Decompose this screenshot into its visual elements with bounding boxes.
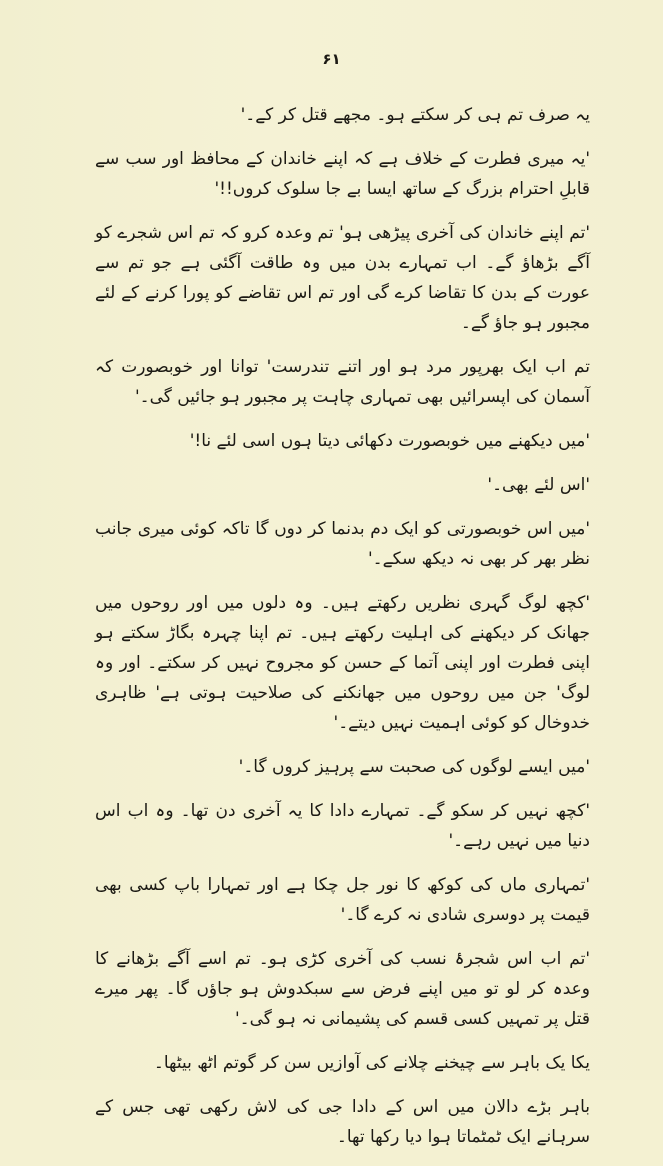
page-number: ۶۱ <box>322 50 341 68</box>
paragraph: 'تمہاری ماں کی کوکھ کا نور جل چکا ہے اور تمہارا باپ کسی بھی قیمت پر دوسری شادی نہ کرے گا۔' <box>95 875 590 925</box>
paragraph: 'تم اب اس شجرۂ نسب کی آخری کڑی ہو۔ تم اسے آگے بڑھانے کا وعدہ کر لو تو میں اپنے فرض سے سبکدوش ہو جاؤں گا۔ پھر میرے قتل پر تمہیں کسی قسم کی پشیمانی نہ ہو گی۔' <box>95 949 590 1029</box>
paragraph: 'کچھ نہیں کر سکو گے۔ تمہارے دادا کا یہ آخری دن تھا۔ وہ اب اس دنیا میں نہیں رہے۔' <box>95 801 590 851</box>
paragraph: یکا یک باہر سے چیخنے چلانے کی آوازیں سن کر گوتم اٹھ بیٹھا۔ <box>153 1053 590 1073</box>
paragraph: یہ صرف تم ہی کر سکتے ہو۔ مجھے قتل کر کے۔' <box>240 105 590 125</box>
paragraph: تم اب ایک بھرپور مرد ہو اور اتنے تندرست' توانا اور خوبصورت کہ آسمان کی اپسرائیں بھی تمہاری چاہت پر مجبور ہو جائیں گی۔' <box>95 357 590 407</box>
paragraph: 'میں ایسے لوگوں کی صحبت سے پرہیز کروں گا۔' <box>238 757 590 777</box>
paragraph: 'میں اس خوبصورتی کو ایک دم بدنما کر دوں گا تاکہ کوئی میری جانب نظر بھر کر بھی نہ دیکھ سکے۔' <box>95 519 590 569</box>
paragraph: 'اس لئے بھی۔' <box>487 475 590 495</box>
paragraph: 'میں دیکھنے میں خوبصورت دکھائی دیتا ہوں اسی لئے نا!' <box>189 431 590 451</box>
paragraph: 'کچھ لوگ گہری نظریں رکھتے ہیں۔ وہ دلوں میں اور روحوں میں جھانک کر دیکھنے کی اہلیت رکھتے ہیں۔ تم اپنا چہرہ بگاڑ سکتے ہو اپنی فطرت اور اپنی آتما کے حسن کو مجروح نہیں کر سکتے۔ اور وہ لوگ' جن میں روحوں میں جھانکنے کی صلاحیت ہوتی ہے' ظاہری خدوخال کو کوئی اہمیت نہیں دیتے۔' <box>95 593 590 733</box>
paragraph: 'یہ میری فطرت کے خلاف ہے کہ اپنے خاندان کے محافظ اور سب سے قابلِ احترام بزرگ کے ساتھ ایسا بے جا سلوک کروں!!' <box>95 149 590 199</box>
paragraph: باہر بڑے دالان میں اس کے دادا جی کی لاش رکھی تھی جس کے سرہانے ایک ٹمٹماتا ہوا دیا رکھا تھا۔ <box>95 1097 590 1147</box>
paragraph: 'تم اپنے خاندان کی آخری پیڑھی ہو' تم وعدہ کرو کہ تم اس شجرے کو آگے بڑھاؤ گے۔ اب تمہارے بدن میں وہ طاقت آگئی ہے جو تم سے عورت کے بدن کا تقاضا کرے گی اور تم اس تقاضے کو پورا کرنے کے لئے مجبور ہو جاؤ گے۔ <box>95 223 590 333</box>
page-body-text <box>95 100 590 1166</box>
